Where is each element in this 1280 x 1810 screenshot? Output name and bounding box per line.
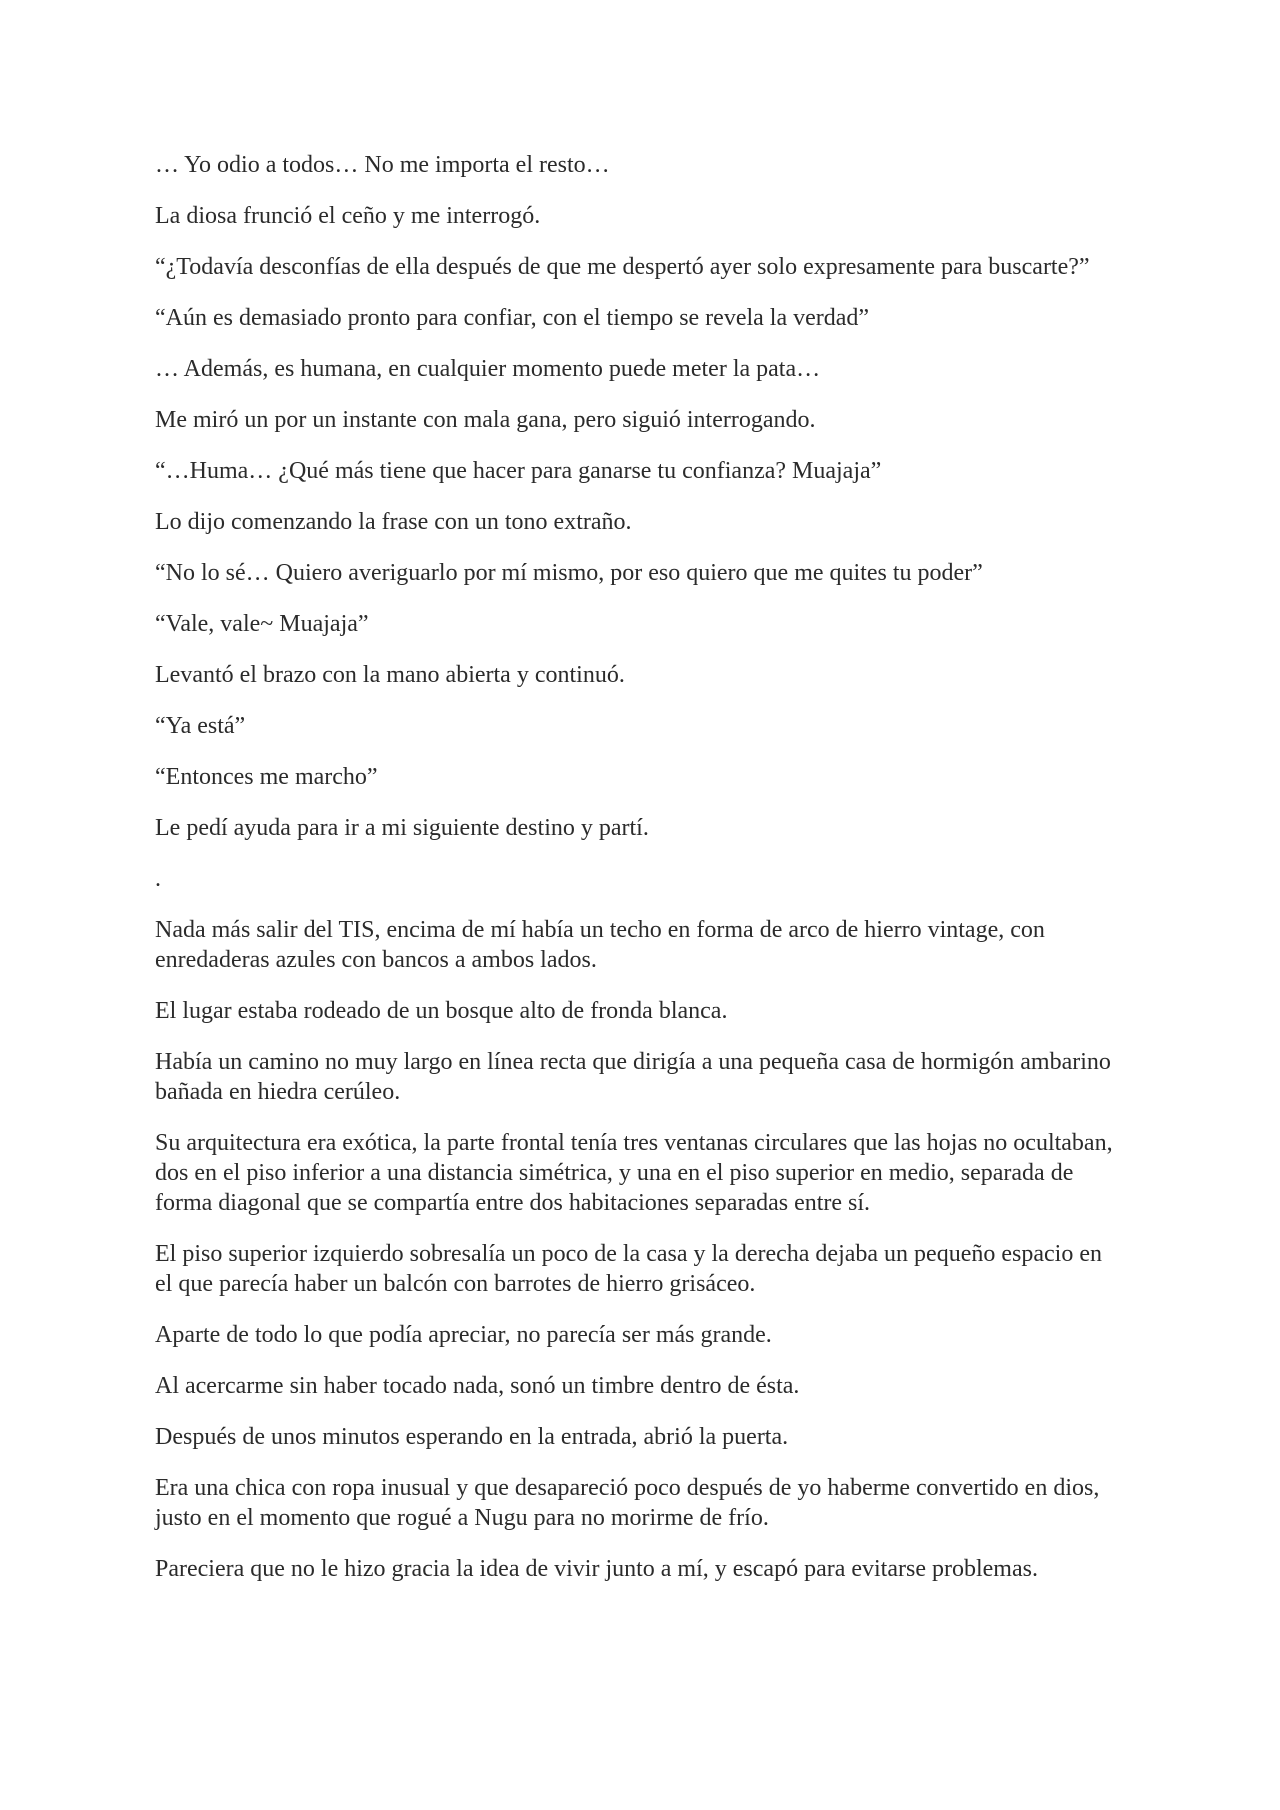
paragraph: Aparte de todo lo que podía apreciar, no parecía ser más grande. [155, 1322, 772, 1348]
paragraph: Después de unos minutos esperando en la entrada, abrió la puerta. [155, 1424, 789, 1450]
document-body [155, 150, 1125, 1605]
paragraph: “Vale, vale~ Muajaja” [155, 611, 369, 637]
paragraph: … Yo odio a todos… No me importa el resto… [155, 152, 610, 178]
paragraph: El piso superior izquierdo sobresalía un poco de la casa y la derecha dejaba un pequeño espacio en el que parecía haber un balcón con barrotes de hierro grisáceo. [155, 1241, 1102, 1297]
paragraph: “No lo sé… Quiero averiguarlo por mí mismo, por eso quiero que me quites tu poder” [155, 560, 983, 586]
paragraph: Le pedí ayuda para ir a mi siguiente destino y partí. [155, 815, 649, 841]
paragraph: … Además, es humana, en cualquier momento puede meter la pata… [155, 356, 821, 382]
paragraph: “Ya está” [155, 713, 246, 739]
paragraph: Nada más salir del TIS, encima de mí había un techo en forma de arco de hierro vintage, con enredaderas azules con bancos a ambos lados. [155, 917, 1045, 973]
paragraph: Su arquitectura era exótica, la parte frontal tenía tres ventanas circulares que las hojas no ocultaban, dos en el piso inferior a una distancia simétrica, y una en el piso superior en medio, separada de forma diagonal que se compartía entre dos habitaciones separadas entre sí. [155, 1130, 1113, 1216]
paragraph: Al acercarme sin haber tocado nada, sonó un timbre dentro de ésta. [155, 1373, 800, 1399]
paragraph: Me miró un por un instante con mala gana, pero siguió interrogando. [155, 407, 816, 433]
paragraph: Levantó el brazo con la mano abierta y continuó. [155, 662, 625, 688]
paragraph: Había un camino no muy largo en línea recta que dirigía a una pequeña casa de hormigón ambarino bañada en hiedra cerúleo. [155, 1049, 1111, 1105]
paragraph: El lugar estaba rodeado de un bosque alto de fronda blanca. [155, 998, 728, 1024]
paragraph: Lo dijo comenzando la frase con un tono extraño. [155, 509, 632, 535]
paragraph: “…Huma… ¿Qué más tiene que hacer para ganarse tu confianza? Muajaja” [155, 458, 882, 484]
paragraph: La diosa frunció el ceño y me interrogó. [155, 203, 541, 229]
paragraph: Era una chica con ropa inusual y que desapareció poco después de yo haberme convertido en dios, justo en el momento que rogué a Nugu para no morirme de frío. [155, 1475, 1100, 1531]
paragraph: “¿Todavía desconfías de ella después de que me despertó ayer solo expresamente para buscarte?” [155, 254, 1090, 280]
section-break: . [155, 866, 161, 892]
paragraph: “Aún es demasiado pronto para confiar, con el tiempo se revela la verdad” [155, 305, 870, 331]
paragraph: Pareciera que no le hizo gracia la idea de vivir junto a mí, y escapó para evitarse problemas. [155, 1556, 1038, 1582]
paragraph: “Entonces me marcho” [155, 764, 378, 790]
